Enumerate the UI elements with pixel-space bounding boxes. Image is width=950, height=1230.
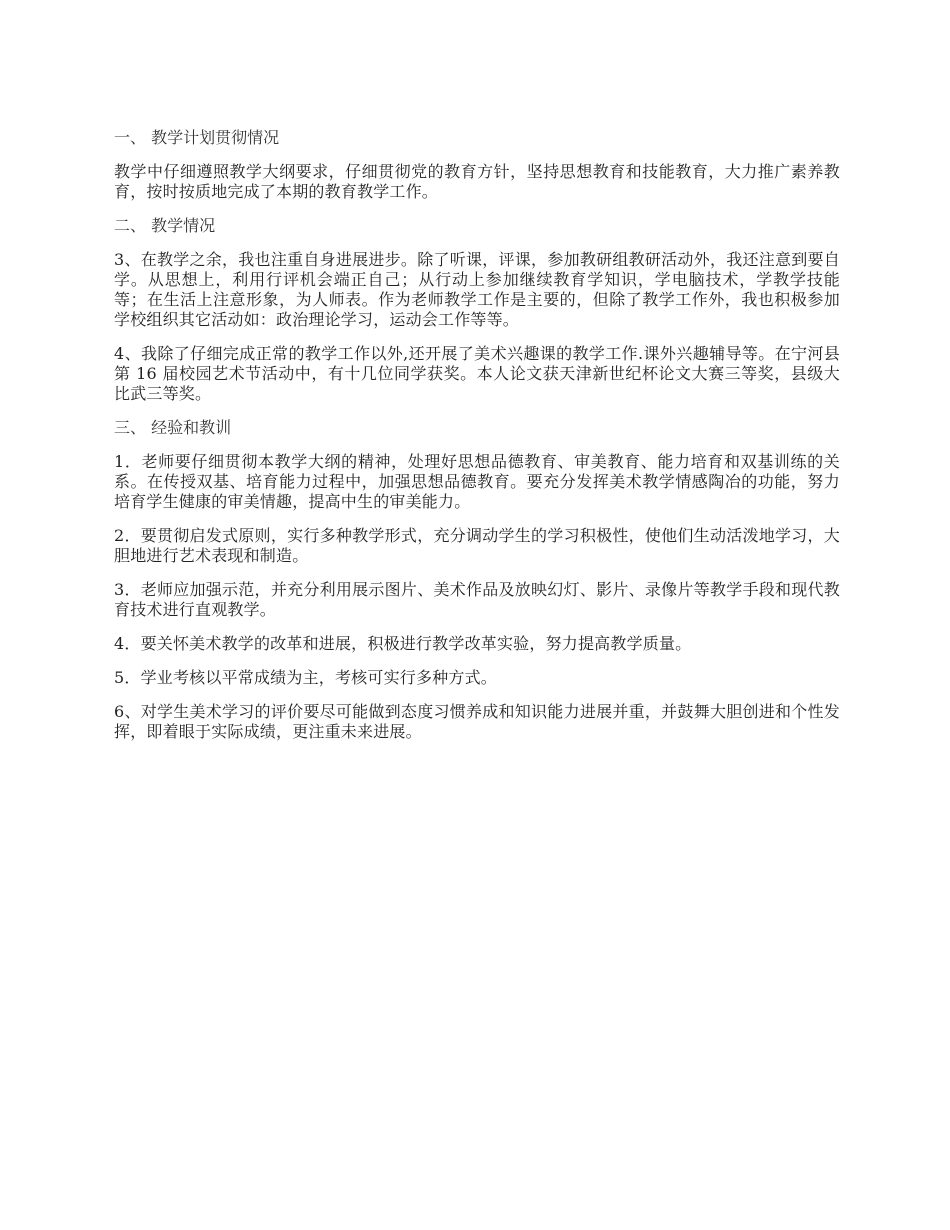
section-3-paragraph-6: 6、对学生美术学习的评价要尽可能做到态度习惯养成和知识能力进展并重，并鼓舞大胆创进和个性发挥，即着眼于实际成绩，更注重未来进展。 (114, 702, 840, 741)
section-1-paragraph-1: 教学中仔细遵照教学大纲要求，仔细贯彻党的教育方针，坚持思想教育和技能教育，大力推广素养教育，按时按质地完成了本期的教育教学工作。 (114, 162, 840, 201)
section-3-paragraph-5: 5．学业考核以平常成绩为主，考核可实行多种方式。 (114, 668, 497, 687)
section-3-paragraph-2: 2．要贯彻启发式原则，实行多种教学形式，充分调动学生的学习积极性，使他们生动活泼地学习，大胆地进行艺术表现和制造。 (114, 526, 840, 565)
section-heading-2: 二、 教学情况 (114, 216, 216, 235)
section-3-paragraph-4: 4．要关怀美术教学的改革和进展，积极进行教学改革实验，努力提高教学质量。 (114, 634, 692, 653)
section-2-paragraph-1: 3、在教学之余，我也注重自身进展进步。除了听课，评课，参加教研组教研活动外，我还注意到要自学。从思想上，利用行评机会端正自己；从行动上参加继续教育学知识，学电脑技术，学教学技能等；在生活上注意形象，为人师表。作为老师教学工作是主要的，但除了教学工作外，我也积极参加学校组织其它活动如：政治理论学习，运动会工作等等。 (114, 250, 840, 329)
section-heading-3: 三、 经验和教训 (114, 418, 232, 437)
section-3-paragraph-3: 3．老师应加强示范，并充分利用展示图片、美术作品及放映幻灯、影片、录像片等教学手段和现代教育技术进行直观教学。 (114, 580, 840, 619)
section-2-paragraph-2: 4、我除了仔细完成正常的教学工作以外,还开展了美术兴趣课的教学工作.课外兴趣辅导等。在宁河县第 16 届校园艺术节活动中，有十几位同学获奖。本人论文获天津新世纪杯论文大赛三等奖，县级大比武三等奖。 (114, 344, 840, 403)
section-3-paragraph-1: 1．老师要仔细贯彻本教学大纲的精神，处理好思想品德教育、审美教育、能力培育和双基训练的关系。在传授双基、培育能力过程中，加强思想品德教育。要充分发挥美术教学情感陶冶的功能，努力培育学生健康的审美情趣，提高中生的审美能力。 (114, 452, 840, 511)
section-heading-1: 一、 教学计划贯彻情况 (114, 128, 280, 147)
document-page (114, 128, 840, 756)
